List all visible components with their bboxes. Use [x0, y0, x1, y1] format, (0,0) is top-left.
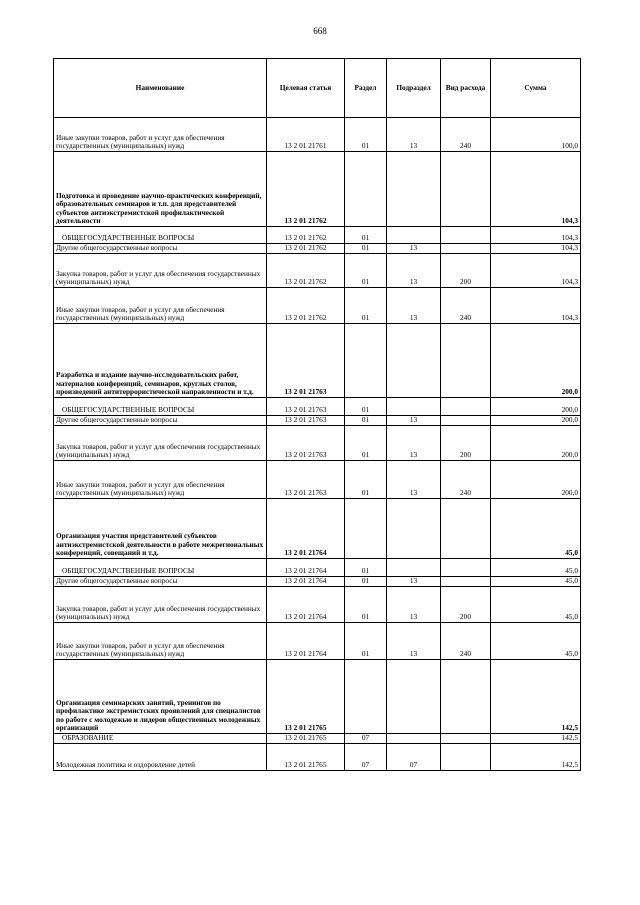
cell-amount: 200,0 [491, 398, 581, 416]
cell-section: 07 [345, 744, 387, 771]
cell-name: Другие общегосударственные вопросы [54, 416, 267, 426]
cell-target: 13 2 01 21762 [267, 152, 345, 227]
cell-name: ОБРАЗОВАНИЕ [54, 734, 267, 744]
cell-expense-type: 200 [441, 587, 491, 623]
cell-section: 01 [345, 118, 387, 152]
table-row [54, 118, 581, 152]
cell-target: 13 2 01 21763 [267, 461, 345, 499]
cell-subsection: 13 [387, 461, 441, 499]
cell-target: 13 2 01 21762 [267, 227, 345, 244]
table-row [54, 499, 581, 559]
table-row [54, 744, 581, 771]
table-row [54, 324, 581, 398]
cell-subsection [387, 499, 441, 559]
header-section: Раздел [345, 59, 387, 118]
cell-target: 13 2 01 21764 [267, 587, 345, 623]
cell-target: 13 2 01 21761 [267, 118, 345, 152]
cell-amount: 104,3 [491, 244, 581, 254]
cell-target: 13 2 01 21762 [267, 288, 345, 324]
cell-name: Закупка товаров, работ и услуг для обеспечения государственных (муниципальных) нужд [54, 587, 267, 623]
cell-expense-type [441, 398, 491, 416]
cell-subsection: 13 [387, 416, 441, 426]
cell-expense-type: 200 [441, 254, 491, 288]
cell-amount: 200,0 [491, 461, 581, 499]
cell-section: 01 [345, 398, 387, 416]
cell-subsection: 13 [387, 577, 441, 587]
cell-section [345, 152, 387, 227]
cell-expense-type [441, 152, 491, 227]
cell-section: 01 [345, 227, 387, 244]
cell-expense-type [441, 660, 491, 734]
cell-section: 07 [345, 734, 387, 744]
cell-name: Закупка товаров, работ и услуг для обеспечения государственных (муниципальных) нужд [54, 254, 267, 288]
cell-name: Закупка товаров, работ и услуг для обеспечения государственных (муниципальных) нужд [54, 426, 267, 461]
cell-amount: 45,0 [491, 623, 581, 660]
cell-expense-type [441, 244, 491, 254]
cell-amount: 142,5 [491, 734, 581, 744]
table-row [54, 587, 581, 623]
cell-section [345, 324, 387, 398]
cell-amount: 200,0 [491, 426, 581, 461]
cell-subsection [387, 227, 441, 244]
budget-table [53, 58, 581, 771]
cell-subsection [387, 559, 441, 577]
cell-name: Разработка и издание научно-исследовательских работ, материалов конференций, семинаров, круглых столов, произведений антитеррористической направленности и т.д. [54, 324, 267, 398]
cell-name: Иные закупки товаров, работ и услуг для обеспечения государственных (муниципальных) нужд [54, 288, 267, 324]
header-name: Наименование [54, 59, 267, 118]
cell-expense-type: 240 [441, 623, 491, 660]
cell-amount: 104,3 [491, 227, 581, 244]
cell-name: Иные закупки товаров, работ и услуг для обеспечения государственных (муниципальных) нужд [54, 623, 267, 660]
page-number: 668 [313, 26, 327, 36]
cell-expense-type: 240 [441, 461, 491, 499]
cell-section: 01 [345, 416, 387, 426]
cell-name: Организация семинарских занятий, тренингов по профилактике экстремистских проявлений для специалистов по работе с молодежью и лидеров общественных молодежных организаций [54, 660, 267, 734]
cell-amount: 200,0 [491, 324, 581, 398]
header-subsection: Подраздел [387, 59, 441, 118]
cell-name: Молодежная политика и оздоровление детей [54, 744, 267, 771]
cell-name: ОБЩЕГОСУДАРСТВЕННЫЕ ВОПРОСЫ [54, 398, 267, 416]
cell-amount: 45,0 [491, 577, 581, 587]
table-row [54, 254, 581, 288]
header-expense-type: Вид расхода [441, 59, 491, 118]
cell-subsection: 13 [387, 587, 441, 623]
cell-amount: 45,0 [491, 499, 581, 559]
cell-target: 13 2 01 21764 [267, 559, 345, 577]
table-header-row [54, 59, 581, 118]
cell-name: ОБЩЕГОСУДАРСТВЕННЫЕ ВОПРОСЫ [54, 559, 267, 577]
cell-name: ОБЩЕГОСУДАРСТВЕННЫЕ ВОПРОСЫ [54, 227, 267, 244]
cell-subsection: 13 [387, 254, 441, 288]
cell-expense-type [441, 744, 491, 771]
cell-amount: 45,0 [491, 559, 581, 577]
table-row [54, 577, 581, 587]
cell-amount: 45,0 [491, 587, 581, 623]
cell-expense-type [441, 227, 491, 244]
cell-expense-type [441, 499, 491, 559]
table-row [54, 227, 581, 244]
table-row [54, 461, 581, 499]
table-row [54, 288, 581, 324]
cell-amount: 200,0 [491, 416, 581, 426]
cell-section: 01 [345, 426, 387, 461]
cell-subsection: 13 [387, 623, 441, 660]
cell-amount: 100,0 [491, 118, 581, 152]
table-row [54, 426, 581, 461]
cell-name: Организация участия представителей субъектов антиэкстремистской деятельности в работе межрегиональных конференций, совещаний и т.д. [54, 499, 267, 559]
cell-target: 13 2 01 21765 [267, 734, 345, 744]
cell-target: 13 2 01 21762 [267, 244, 345, 254]
cell-name: Другие общегосударственные вопросы [54, 244, 267, 254]
table-row [54, 244, 581, 254]
cell-subsection [387, 660, 441, 734]
cell-section: 01 [345, 577, 387, 587]
cell-amount: 142,5 [491, 660, 581, 734]
table-row [54, 398, 581, 416]
cell-expense-type [441, 559, 491, 577]
cell-subsection: 13 [387, 118, 441, 152]
cell-subsection: 13 [387, 426, 441, 461]
cell-section: 01 [345, 587, 387, 623]
cell-target: 13 2 01 21763 [267, 416, 345, 426]
cell-expense-type [441, 734, 491, 744]
cell-section [345, 499, 387, 559]
table-row [54, 623, 581, 660]
cell-name: Другие общегосударственные вопросы [54, 577, 267, 587]
cell-expense-type [441, 416, 491, 426]
cell-target: 13 2 01 21763 [267, 398, 345, 416]
cell-expense-type: 240 [441, 288, 491, 324]
cell-expense-type [441, 324, 491, 398]
cell-target: 13 2 01 21763 [267, 426, 345, 461]
cell-section [345, 660, 387, 734]
cell-subsection: 07 [387, 744, 441, 771]
table-row [54, 660, 581, 734]
table-row [54, 559, 581, 577]
cell-target: 13 2 01 21764 [267, 499, 345, 559]
cell-target: 13 2 01 21764 [267, 623, 345, 660]
cell-section: 01 [345, 244, 387, 254]
cell-target: 13 2 01 21763 [267, 324, 345, 398]
cell-amount: 104,3 [491, 288, 581, 324]
cell-amount: 142,5 [491, 744, 581, 771]
cell-subsection [387, 398, 441, 416]
cell-section: 01 [345, 623, 387, 660]
cell-target: 13 2 01 21765 [267, 744, 345, 771]
cell-target: 13 2 01 21762 [267, 254, 345, 288]
cell-name: Иные закупки товаров, работ и услуг для обеспечения государственных (муниципальных) нужд [54, 118, 267, 152]
cell-section: 01 [345, 288, 387, 324]
cell-target: 13 2 01 21764 [267, 577, 345, 587]
cell-name: Иные закупки товаров, работ и услуг для обеспечения государственных (муниципальных) нужд [54, 461, 267, 499]
cell-name: Подготовка и проведение научно-практических конференций, образовательных семинаров и т.п. для представителей субъектов антиэкстремистской профилактической деятельности [54, 152, 267, 227]
header-amount: Сумма [491, 59, 581, 118]
cell-subsection: 13 [387, 288, 441, 324]
table-row [54, 734, 581, 744]
cell-amount: 104,3 [491, 254, 581, 288]
cell-amount: 104,3 [491, 152, 581, 227]
header-target: Целевая статья [267, 59, 345, 118]
cell-subsection: 13 [387, 244, 441, 254]
cell-section: 01 [345, 254, 387, 288]
cell-expense-type: 200 [441, 426, 491, 461]
cell-subsection [387, 324, 441, 398]
cell-subsection [387, 734, 441, 744]
cell-target: 13 2 01 21765 [267, 660, 345, 734]
table-row [54, 152, 581, 227]
cell-expense-type: 240 [441, 118, 491, 152]
cell-section: 01 [345, 461, 387, 499]
cell-expense-type [441, 577, 491, 587]
table-row [54, 416, 581, 426]
cell-section: 01 [345, 559, 387, 577]
cell-subsection [387, 152, 441, 227]
